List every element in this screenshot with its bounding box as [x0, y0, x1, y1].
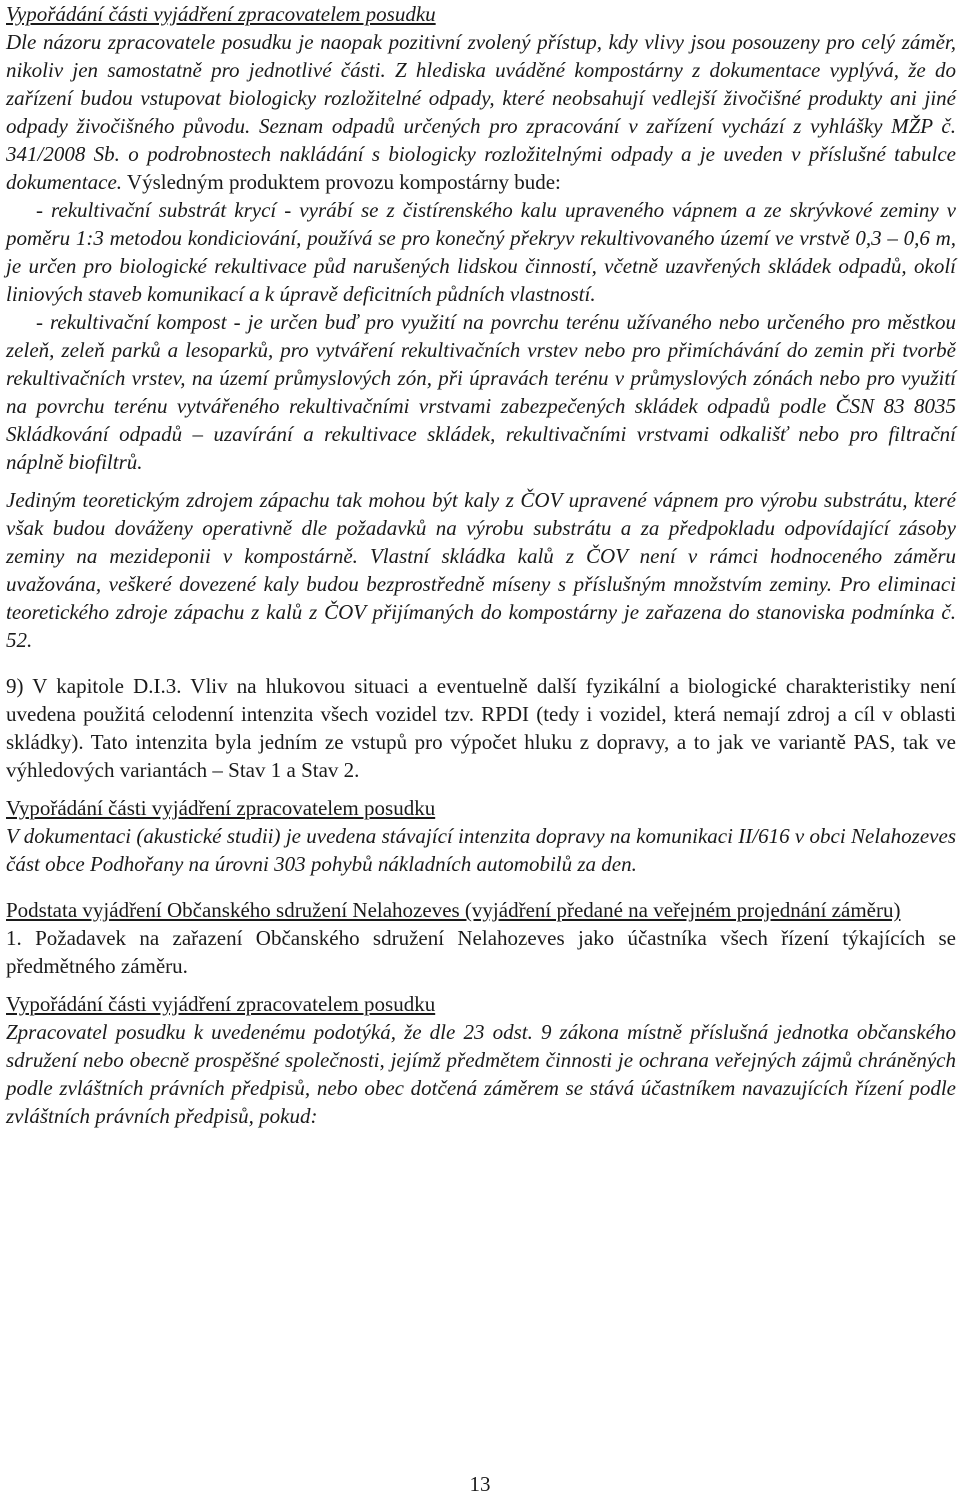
- list-item-substrate: - rekultivační substrát krycí - vyrábí se z čistírenského kalu upraveného vápnem a ze skrývkové zeminy v poměru 1:3 metodou kondiciování, používá se pro konečný překryv rekultivovaného území ve vrstvě 0,3 – 0,6 m, je určen pro biologické rekultivace půd narušených lidskou činností, včetně uzavřených skládek odpadů, okolí liniových staveb komunikací a k úpravě deficitních půdních vlastností.: [6, 198, 956, 306]
- paragraph-composting-intro: [6, 28, 956, 196]
- section-heading-3: Podstata vyjádření Občanského sdružení Nelahozeves (vyjádření předané na veřejném projednání záměru): [6, 898, 901, 922]
- paragraph-point-9: 9) V kapitole D.I.3. Vliv na hlukovou situaci a eventuelně další fyzikální a biologické charakteristiky není uvedena použitá celodenní intenzita všech vozidel tzv. RPDI (tedy i vozidel, která nemají zdroj a cíl v oblasti skládky). Tato intenzita byla jedním ze vstupů pro výpočet hluku z dopravy, a to jak ve variantě PAS, tak ve výhledových variantách – Stav 1 a Stav 2.: [6, 674, 956, 782]
- paragraph-request-participation: 1. Požadavek na zařazení Občanského sdružení Nelahozeves jako účastníka všech řízení týkajících se předmětného záměru.: [6, 926, 956, 978]
- section-heading-4: Vypořádání části vyjádření zpracovatelem posudku: [6, 992, 436, 1016]
- paragraph-participation-law: Zpracovatel posudku k uvedenému podotýká, že dle 23 odst. 9 zákona místně příslušná jednotka občanského sdružení nebo obecně prospěšné společnosti, jejímž předmětem činnosti je ochrana veřejných zájmů chráněných podle zvláštních právních předpisů, nebo obec dotčená záměrem se stává účastníkem navazujících řízení podle zvláštních právních předpisů, pokud:: [6, 1020, 956, 1128]
- paragraph-traffic-intensity: V dokumentaci (akustické studii) je uvedena stávající intenzita dopravy na komunikaci II/616 v obci Nelahozeves část obce Podhořany na úrovni 303 pohybů nákladních automobilů za den.: [6, 824, 956, 876]
- paragraph-italic-part: Dle názoru zpracovatele posudku je naopak pozitivní zvolený přístup, kdy vlivy jsou posouzeny pro celý záměr, nikoliv jen samostatně pro jednotlivé části. Z hlediska uváděné kompostárny z dokumentace vyplývá, že do zařízení budou vstupovat biologicky rozložitelné odpady, které neobsahují vedlejší živočišné produkty ani jiné odpady živočišného původu. Seznam odpadů určených pro zpracování v zařízení vychází z vyhlášky MŽP č. 341/2008 Sb. o podrobnostech nakládání s biologicky rozložitelnými odpady a je uveden v příslušné tabulce dokumentace.: [6, 30, 956, 194]
- paragraph-odor-source: Jediným teoretickým zdrojem zápachu tak mohou být kaly z ČOV upravené vápnem pro výrobu substrátu, které však budou dováženy operativně dle požadavků na výrobu substrátu a za předpokladu odpovídající zásoby zeminy na mezideponii v kompostárně. Vlastní skládka kalů z ČOV není v rámci hodnoceného záměru uvažována, veškeré dovezené kaly budou bezprostředně míseny s příslušným množstvím zeminy. Pro eliminaci teoretického zdroje zápachu z kalů z ČOV přijímaných do kompostárny je zařazena do stanoviska podmínka č. 52.: [6, 488, 956, 652]
- paragraph-regular-part: Výsledným produktem provozu kompostárny bude:: [126, 170, 561, 194]
- list-item-compost: - rekultivační kompost - je určen buď pro využití na povrchu terénu užívaného nebo určeného pro městkou zeleň, zeleň parků a lesoparků, pro vytváření rekultivačních vrstev nebo pro přimíchávání do zemin při tvorbě rekultivačních vrstev, na území průmyslových zón, při úpravách terénu v průmyslových zónách nebo pro využití na povrchu terénu vytvářeného rekultivačními vrstvami zabezpečených skládek odpadů podle ČSN 83 8035 Skládkování odpadů – uzavírání a rekultivace skládek, rekultivačními vrstvami odkališť nebo pro filtrační náplně biofiltrů.: [6, 310, 956, 474]
- section-heading-1: Vypořádání části vyjádření zpracovatelem posudku: [6, 2, 436, 26]
- page-number: 13: [469, 1472, 491, 1496]
- section-heading-2: Vypořádání části vyjádření zpracovatelem posudku: [6, 796, 436, 820]
- document-page: [6, 0, 956, 1130]
